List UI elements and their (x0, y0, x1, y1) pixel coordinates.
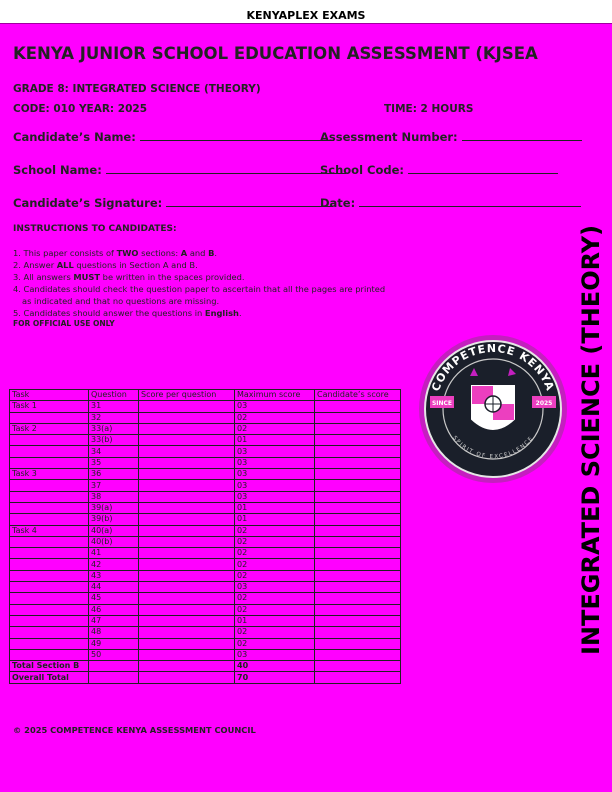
logo-since-text: SINCE (431, 400, 453, 407)
task-cell: Task 1 (10, 401, 89, 412)
question-cell: 31 (89, 401, 139, 412)
candidate-score-cell[interactable] (315, 502, 401, 513)
assessment-number-blank[interactable] (462, 131, 582, 141)
score-per-question-cell[interactable] (139, 457, 235, 468)
candidate-score-cell[interactable] (315, 536, 401, 547)
candidate-score-cell[interactable] (315, 615, 401, 626)
task-cell (10, 649, 89, 660)
table-row (10, 593, 401, 604)
question-cell: 47 (89, 615, 139, 626)
score-per-question-cell[interactable] (139, 412, 235, 423)
header-question: Question (89, 390, 139, 401)
question-cell: 40(a) (89, 525, 139, 536)
instruction-4: 4. Candidates should check the question paper to ascertain that all the pages are printed (13, 284, 386, 294)
total-section-b-row (10, 661, 401, 672)
exam-title: KENYA JUNIOR SCHOOL EDUCATION ASSESSMENT (KJSEA (13, 44, 538, 63)
candidate-score-cell[interactable] (315, 469, 401, 480)
instruction-5: 5. Candidates should answer the questions in English. (13, 308, 242, 318)
maximum-score-cell: 01 (235, 502, 315, 513)
score-per-question-cell[interactable] (139, 423, 235, 434)
instruction-2: 2. Answer ALL questions in Section A and B. (13, 260, 198, 270)
question-cell: 33(b) (89, 435, 139, 446)
instruction-3: 3. All answers MUST be written in the spaces provided. (13, 272, 245, 282)
question-cell: 36 (89, 469, 139, 480)
score-per-question-cell[interactable] (139, 435, 235, 446)
maximum-score-cell: 02 (235, 627, 315, 638)
table-row (10, 514, 401, 525)
maximum-score-cell: 02 (235, 548, 315, 559)
maximum-score-cell: 03 (235, 469, 315, 480)
assessment-number-field (315, 130, 582, 144)
maximum-score-cell: 03 (235, 491, 315, 502)
table-row (10, 604, 401, 615)
candidate-score-cell[interactable] (315, 457, 401, 468)
header-maximum-score: Maximum score (235, 390, 315, 401)
task-cell (10, 548, 89, 559)
task-cell (10, 638, 89, 649)
side-subject-text: INTEGRATED SCIENCE (THEORY) (577, 224, 605, 655)
table-row (10, 582, 401, 593)
candidate-score-cell[interactable] (315, 593, 401, 604)
instruction-4-cont: as indicated and that no questions are missing. (22, 296, 220, 306)
maximum-score-cell: 03 (235, 582, 315, 593)
candidate-score-cell[interactable] (315, 525, 401, 536)
candidate-score-cell[interactable] (315, 559, 401, 570)
school-name-field (13, 163, 346, 177)
overall-total-row (10, 672, 401, 683)
candidate-score-cell[interactable] (315, 491, 401, 502)
total-section-b-row-label: Total Section B (10, 661, 89, 672)
table-row (10, 615, 401, 626)
maximum-score-cell: 02 (235, 423, 315, 434)
maximum-score-cell: 02 (235, 638, 315, 649)
question-cell: 41 (89, 548, 139, 559)
candidate-score-cell[interactable] (315, 401, 401, 412)
task-cell (10, 514, 89, 525)
signature-field (13, 196, 332, 210)
question-cell: 45 (89, 593, 139, 604)
task-cell: Task 2 (10, 423, 89, 434)
logo-motto: SPIRIT OF EXCELLENCE (451, 435, 535, 461)
total-section-b-row-blank (139, 661, 235, 672)
table-row (10, 649, 401, 660)
score-per-question-cell[interactable] (139, 559, 235, 570)
maximum-score-cell: 02 (235, 536, 315, 547)
score-per-question-cell[interactable] (139, 446, 235, 457)
score-per-question-cell[interactable] (139, 649, 235, 660)
maximum-score-cell: 03 (235, 480, 315, 491)
task-cell (10, 582, 89, 593)
maximum-score-cell: 02 (235, 604, 315, 615)
question-cell: 32 (89, 412, 139, 423)
score-per-question-cell[interactable] (139, 570, 235, 581)
school-code-label: School Code: (320, 163, 405, 177)
question-cell: 49 (89, 638, 139, 649)
overall-total-row-blank (89, 672, 139, 683)
score-table (9, 389, 401, 684)
candidate-name-blank[interactable] (140, 131, 334, 141)
maximum-score-cell: 02 (235, 570, 315, 581)
task-cell (10, 615, 89, 626)
table-row (10, 548, 401, 559)
maximum-score-cell: 03 (235, 446, 315, 457)
total-section-b-row-candidate-cell[interactable] (315, 661, 401, 672)
score-per-question-cell[interactable] (139, 502, 235, 513)
question-cell: 34 (89, 446, 139, 457)
task-cell (10, 412, 89, 423)
maximum-score-cell: 02 (235, 593, 315, 604)
score-per-question-cell[interactable] (139, 514, 235, 525)
score-per-question-cell[interactable] (139, 638, 235, 649)
table-row (10, 536, 401, 547)
table-row (10, 502, 401, 513)
header-divider (0, 23, 612, 24)
total-section-b-row-value: 40 (235, 661, 315, 672)
score-per-question-cell[interactable] (139, 525, 235, 536)
candidate-score-cell[interactable] (315, 514, 401, 525)
task-cell (10, 435, 89, 446)
maximum-score-cell: 02 (235, 412, 315, 423)
candidate-score-cell[interactable] (315, 423, 401, 434)
table-row (10, 627, 401, 638)
table-row (10, 435, 401, 446)
maximum-score-cell: 02 (235, 525, 315, 536)
candidate-score-cell[interactable] (315, 570, 401, 581)
signature-label: Candidate’s Signature: (13, 196, 163, 210)
question-cell: 48 (89, 627, 139, 638)
task-cell (10, 627, 89, 638)
date-label: Date: (320, 196, 356, 210)
maximum-score-cell: 03 (235, 401, 315, 412)
score-per-question-cell[interactable] (139, 582, 235, 593)
task-cell (10, 480, 89, 491)
score-per-question-cell[interactable] (139, 536, 235, 547)
question-cell: 37 (89, 480, 139, 491)
copyright-footer: © 2025 COMPETENCE KENYA ASSESSMENT COUNCIL (13, 725, 256, 735)
candidate-score-cell[interactable] (315, 627, 401, 638)
question-cell: 39(b) (89, 514, 139, 525)
task-cell (10, 491, 89, 502)
code-line: CODE: 010 YEAR: 2025 (13, 103, 148, 115)
candidate-score-cell[interactable] (315, 480, 401, 491)
candidate-score-cell[interactable] (315, 649, 401, 660)
score-per-question-cell[interactable] (139, 604, 235, 615)
score-per-question-cell[interactable] (139, 615, 235, 626)
maximum-score-cell: 03 (235, 649, 315, 660)
logo-arc-text: COMPETENCE KENYA (429, 341, 557, 394)
overall-total-row-blank (139, 672, 235, 683)
overall-total-row-candidate-cell[interactable] (315, 672, 401, 683)
table-row (10, 491, 401, 502)
total-section-b-row-blank (89, 661, 139, 672)
table-row (10, 525, 401, 536)
maximum-score-cell: 01 (235, 615, 315, 626)
score-per-question-cell[interactable] (139, 593, 235, 604)
candidate-score-cell[interactable] (315, 435, 401, 446)
table-row (10, 401, 401, 412)
task-cell (10, 604, 89, 615)
question-cell: 40(b) (89, 536, 139, 547)
school-name-label: School Name: (13, 163, 102, 177)
task-cell (10, 457, 89, 468)
task-cell (10, 570, 89, 581)
question-cell: 50 (89, 649, 139, 660)
table-row (10, 559, 401, 570)
table-row (10, 446, 401, 457)
score-per-question-cell[interactable] (139, 480, 235, 491)
candidate-score-cell[interactable] (315, 638, 401, 649)
maximum-score-cell: 01 (235, 514, 315, 525)
table-row (10, 638, 401, 649)
table-row (10, 570, 401, 581)
date-field (315, 196, 581, 210)
grade-line: GRADE 8: INTEGRATED SCIENCE (THEORY) (13, 83, 261, 95)
logo-year-text: 2025 (535, 400, 553, 407)
task-cell: Task 3 (10, 469, 89, 480)
header-score-per-question: Score per question (139, 390, 235, 401)
question-cell: 44 (89, 582, 139, 593)
overall-total-row-value: 70 (235, 672, 315, 683)
table-row (10, 412, 401, 423)
header-task: Task (10, 390, 89, 401)
candidate-score-cell[interactable] (315, 582, 401, 593)
task-cell (10, 536, 89, 547)
table-row (10, 469, 401, 480)
candidate-score-cell[interactable] (315, 446, 401, 457)
candidate-score-cell[interactable] (315, 604, 401, 615)
question-cell: 39(a) (89, 502, 139, 513)
question-cell: 38 (89, 491, 139, 502)
score-per-question-cell[interactable] (139, 548, 235, 559)
date-blank[interactable] (359, 197, 581, 207)
question-cell: 46 (89, 604, 139, 615)
score-per-question-cell[interactable] (139, 491, 235, 502)
question-cell: 35 (89, 457, 139, 468)
competence-kenya-logo (414, 330, 572, 488)
table-row (10, 480, 401, 491)
task-cell (10, 593, 89, 604)
instructions-heading: INSTRUCTIONS TO CANDIDATES: (13, 224, 177, 234)
question-cell: 33(a) (89, 423, 139, 434)
maximum-score-cell: 02 (235, 559, 315, 570)
task-cell (10, 502, 89, 513)
task-cell (10, 446, 89, 457)
school-name-blank[interactable] (106, 164, 346, 174)
score-per-question-cell[interactable] (139, 401, 235, 412)
candidate-name-label: Candidate’s Name: (13, 130, 136, 144)
instruction-1: 1. This paper consists of TWO sections: A and B. (13, 248, 218, 258)
assessment-number-label: Assessment Number: (320, 130, 458, 144)
task-cell (10, 559, 89, 570)
candidate-score-cell[interactable] (315, 412, 401, 423)
school-code-field (315, 163, 558, 177)
candidate-name-field (13, 130, 334, 144)
site-header: KENYAPLEX EXAMS (246, 9, 366, 22)
overall-total-row-label: Overall Total (10, 672, 89, 683)
score-per-question-cell[interactable] (139, 627, 235, 638)
task-cell: Task 4 (10, 525, 89, 536)
question-cell: 43 (89, 570, 139, 581)
candidate-score-cell[interactable] (315, 548, 401, 559)
time-line: TIME: 2 HOURS (384, 103, 474, 115)
signature-blank[interactable] (166, 197, 332, 207)
official-use-label: FOR OFFICIAL USE ONLY (13, 319, 115, 328)
maximum-score-cell: 01 (235, 435, 315, 446)
table-row (10, 457, 401, 468)
table-row (10, 423, 401, 434)
table-header-row (10, 390, 401, 401)
header-candidate-score: Candidate’s score (315, 390, 401, 401)
school-code-blank[interactable] (408, 164, 558, 174)
score-per-question-cell[interactable] (139, 469, 235, 480)
maximum-score-cell: 03 (235, 457, 315, 468)
question-cell: 42 (89, 559, 139, 570)
